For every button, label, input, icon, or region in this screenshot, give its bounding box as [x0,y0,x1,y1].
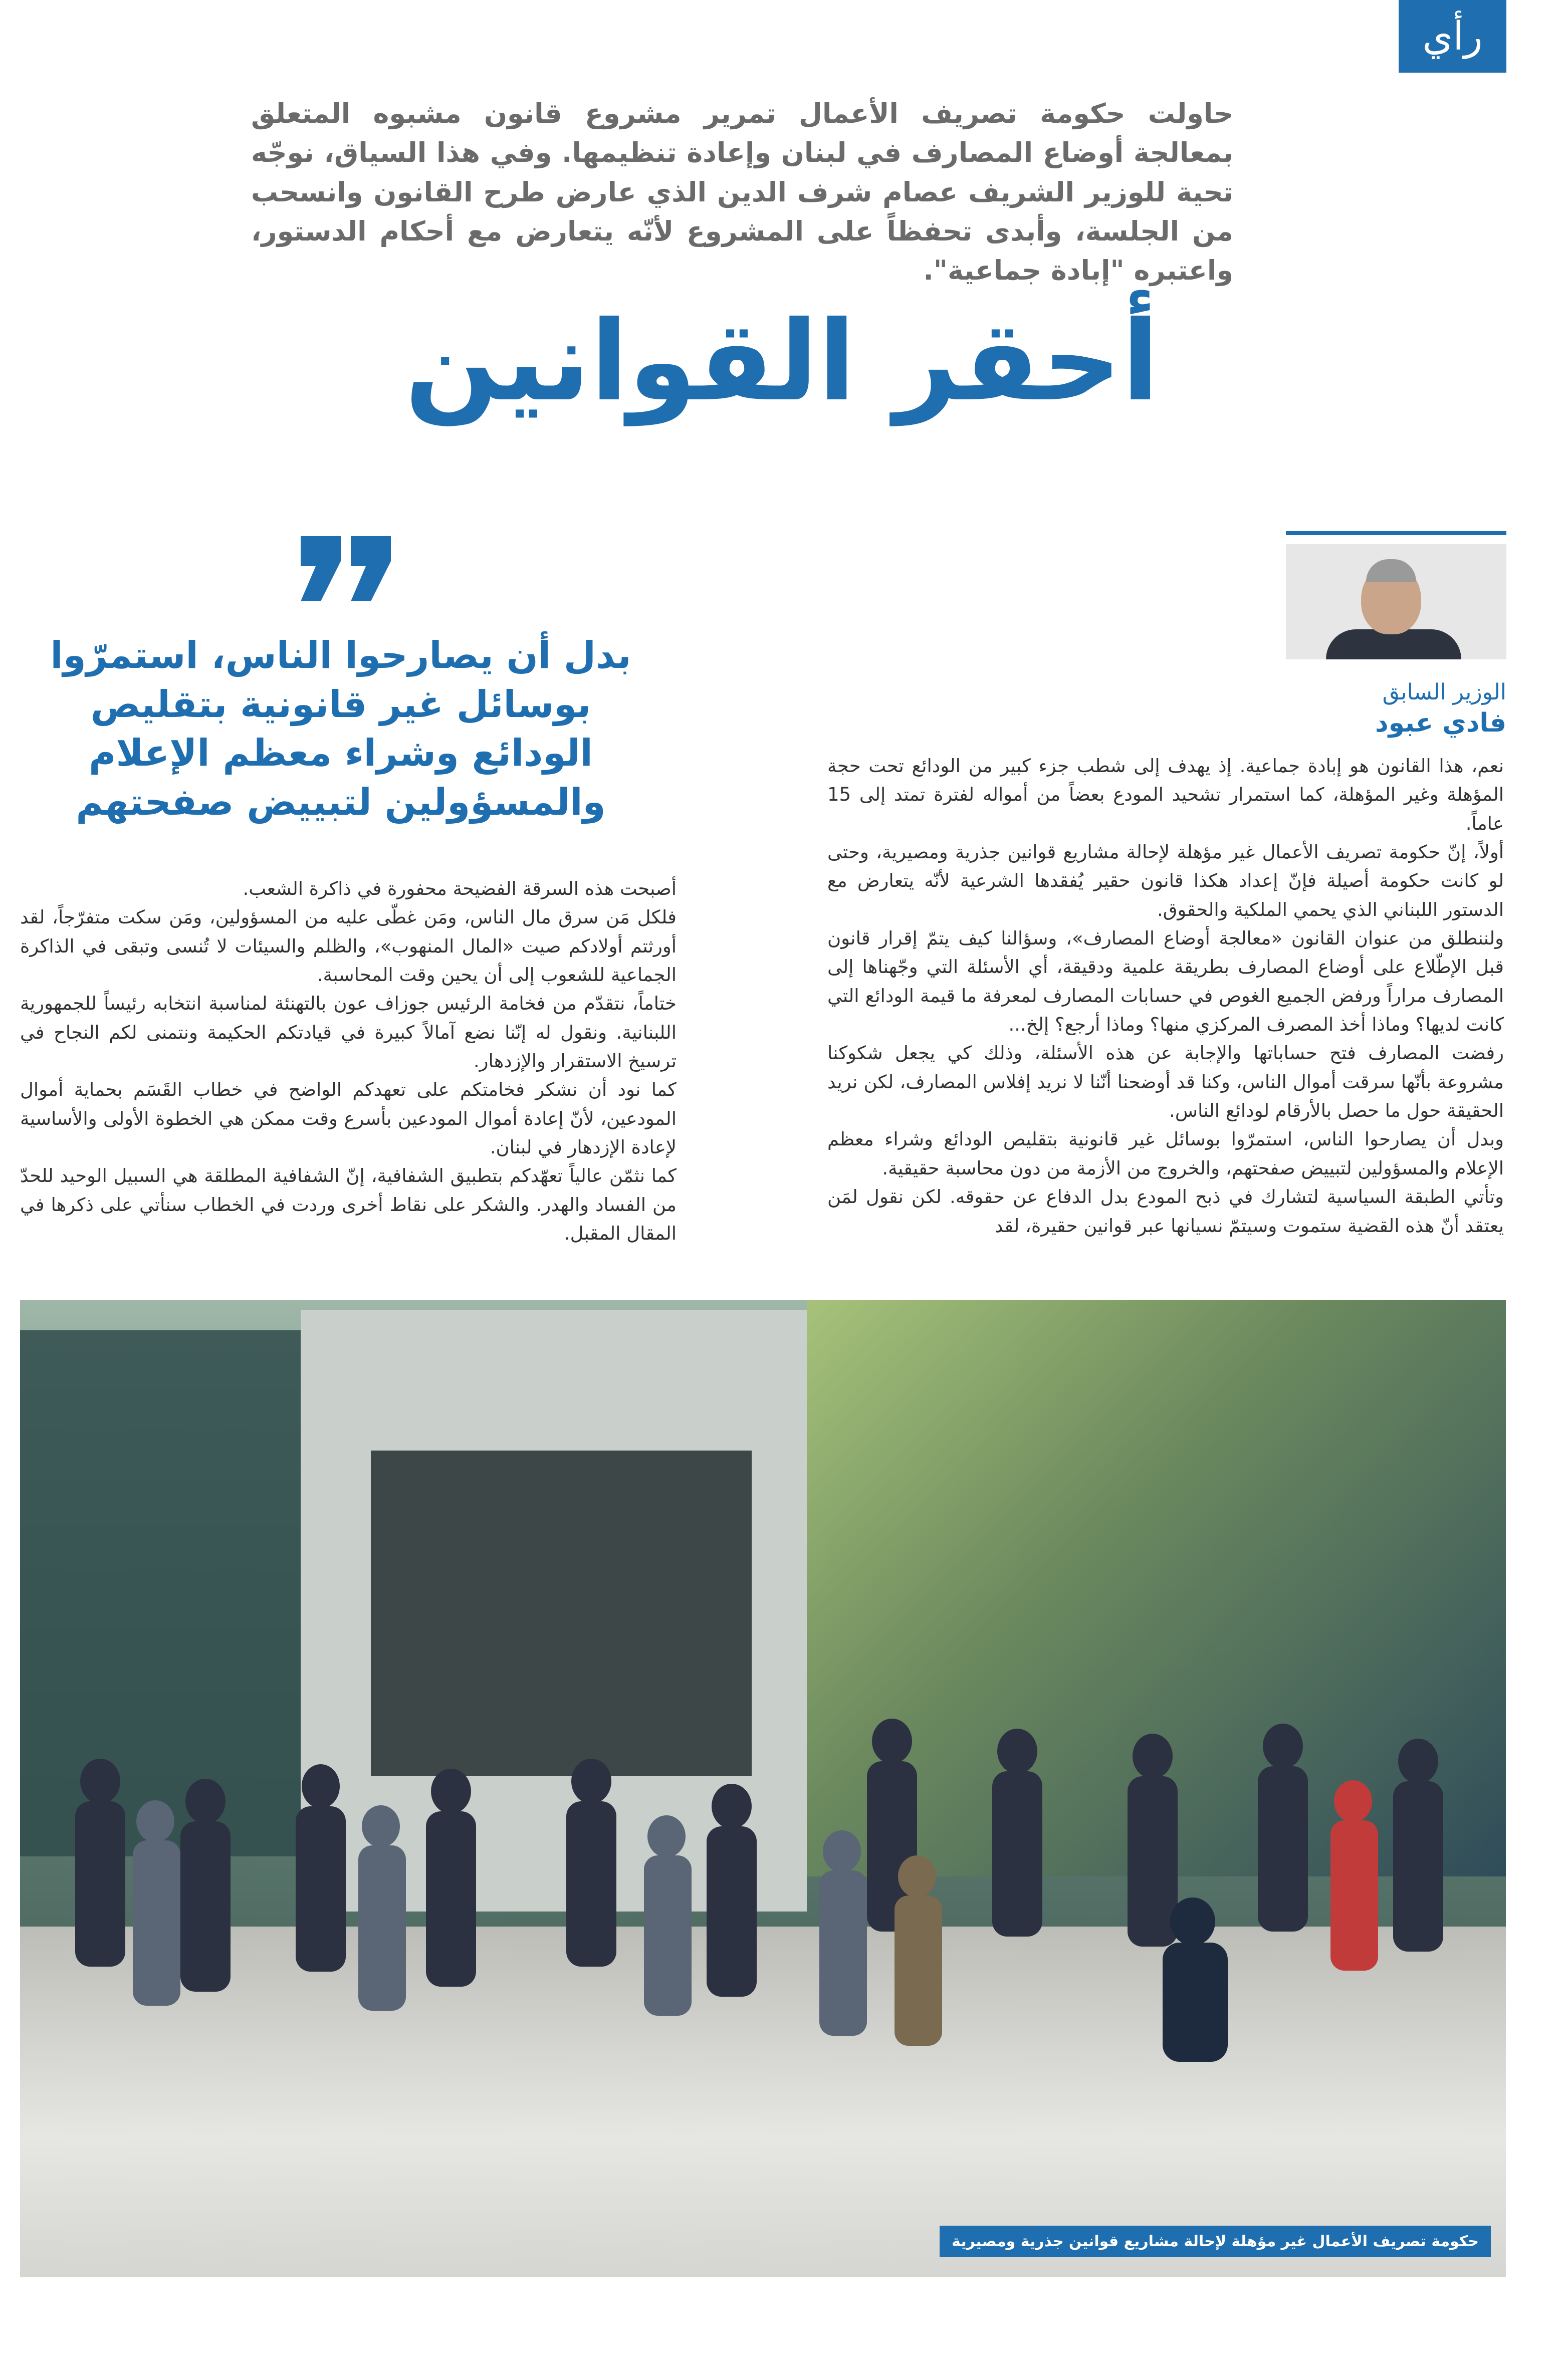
author-role: الوزير السابق [1382,679,1506,705]
author-box [1286,531,1506,738]
pull-quote: بدل أن يصارحوا الناس، استمرّوا بوسائل غير قانونية بتقليص الودائع وشراء معظم الإعلام والمسؤولين لتبييض صفحتهم [50,634,631,824]
section-label: رأي [1399,0,1506,73]
paragraph: أصبحت هذه السرقة الفضيحة محفورة في ذاكرة الشعب. [243,878,677,899]
paragraph: ولننطلق من عنوان القانون «معالجة أوضاع المصارف»، وسؤالنا كيف يتمّ إقرار قانون قبل الإطّلاع على أوضاع المصارف بطريقة علمية ودقيقة، أي الأسئلة التي وجّهناها إلى المصارف مراراً ورفض الجميع الغوص في حسابات المصارف لمعرفة ما قيمة الودائع التي كانت لديها؟ وماذا أخذ المصرف المركزي منها؟ وماذا أرجع؟ إلخ... [827,927,1504,1036]
article-headline: أحقر القوانين [404,297,1160,425]
paragraph: وبدل أن يصارحوا الناس، استمرّوا بوسائل غير قانونية بتقليص الودائع وشراء معظم الإعلام والمسؤولين لتبييض صفحتهم، والخروج من الأزمة من دون محاسبة حقيقية. [827,1128,1504,1179]
paragraph: أولاً، إنّ حكومة تصريف الأعمال غير مؤهلة لإحالة مشاريع قوانين جذرية ومصيرية، وحتى لو كانت حكومة أصيلة فإنّ إعداد هكذا قانون حقير يُفقدها الشرعية لأنّه يتعارض مع الدستور اللبناني الذي يحمي الملكية والحقوق. [827,841,1504,920]
quote-mark-icon [296,531,396,606]
paragraph: وتأتي الطبقة السياسية لتشارك في ذبح المودع بدل الدفاع عن حقوقه. لكن نقول لمَن يعتقد أنّ هذه القضية ستموت وسيتمّ نسيانها عبر قوانين حقيرة، لقد [827,1186,1504,1237]
paragraph: ختاماً، نتقدّم من فخامة الرئيس جوزاف عون بالتهنئة لمناسبة انتخابه رئيساً للجمهورية اللبنانية. ونقول له إنّنا نضع آمالاً كبيرة في قيادتكم الحكيمة ونتمنى لكم النجاح في ترسيخ الاستقرار والإزدهار. [20,993,677,1072]
paragraph: نعم، هذا القانون هو إبادة جماعية. إذ يهدف إلى شطب جزء كبير من الودائع تحت حجة المؤهلة وغير المؤهلة، كما استمرار تشحيد المودع بعضاً من أمواله لفترة تمتد إلى 15 عاماً. [827,755,1504,834]
paragraph: رفضت المصارف فتح حساباتها والإجابة عن هذه الأسئلة، وذلك كي يجعل شكوكنا مشروعة بأنّها سرقت أموال الناس، وكنا قد أوضحنا أنّنا لا نريد إفلاس المصارف، لكن نريد الحقيقة حول ما حصل بالأرقام لودائع الناس. [827,1042,1504,1122]
paragraph: كما نثمّن عالياً تعهّدكم بتطبيق الشفافية، إنّ الشفافية المطلقة هي السبيل الوحيد للحدّ من الفساد والهدر. والشكر على نقاط أخرى وردت في الخطاب سنأتي على ذكرها في المقال المقبل. [20,1165,677,1245]
crowd-illustration [40,1711,1493,2062]
author-name: فادي عبود [1375,708,1506,738]
paragraph: كما نود أن نشكر فخامتكم على تعهدكم الواضح في خطاب القَسَم بحماية أموال المودعين، لأنّ إعادة أموال المودعين بأسرع وقت ممكن هي الخطوة الأولى والأساسية لإعادة الإزدهار في لبنان. [20,1079,677,1158]
paragraph: فلكل مَن سرق مال الناس، ومَن غطّى عليه من المسؤولين، ومَن سكت متفرّجاً، لقد أورثتم أولادكم صيت «المال المنهوب»، والظلم والسيئات لا تُنسى وتبقى في الذاكرة الجماعية للشعوب إلى أن يحين وقت المحاسبة. [20,906,677,986]
author-photo [1286,544,1506,659]
intro-paragraph: حاولت حكومة تصريف الأعمال تمرير مشروع قانون مشبوه المتعلق بمعالجة أوضاع المصارف في لبنان وإعادة تنظيمها. وفي هذا السياق، نوجّه تحية للوزير الشريف عصام شرف الدين الذي عارض طرح القانون وانسحب من الجلسة، وأبدى تحفظاً على المشروع لأنّه يتعارض مع أحكام الدستور، واعتبره "إبادة جماعية". [251,98,1233,287]
photo-caption: حكومة تصريف الأعمال غير مؤهلة لإحالة مشاريع قوانين جذرية ومصيرية [940,2226,1491,2257]
article-column-left [20,874,677,1248]
article-column-right [827,752,1504,1240]
article-photo [20,1300,1506,2277]
